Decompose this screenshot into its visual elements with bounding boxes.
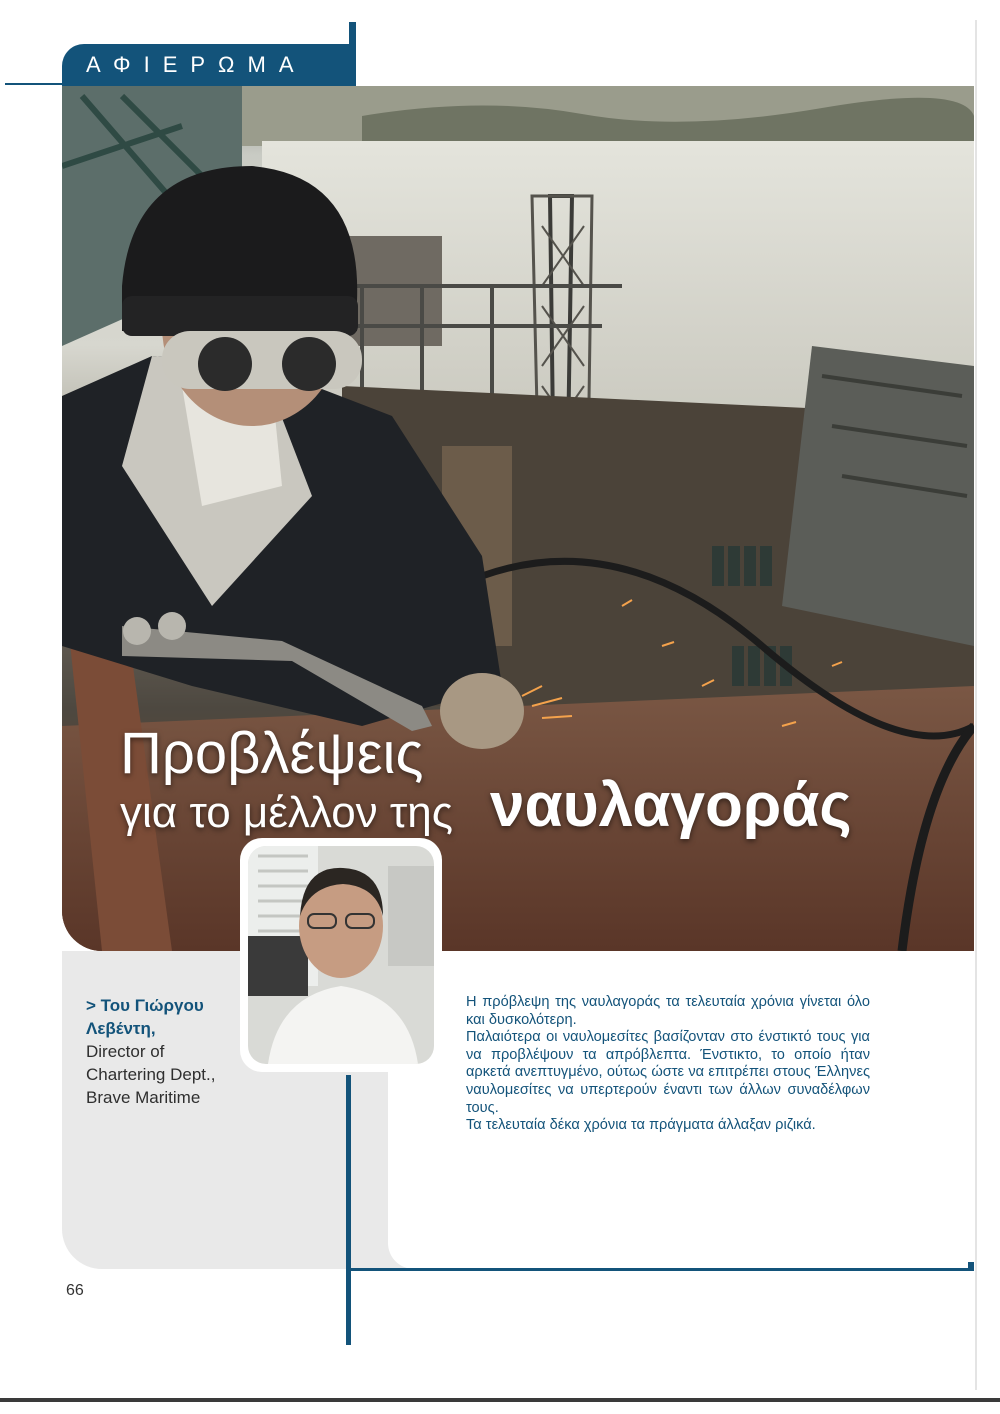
author-name-line1: > Του Γιώργου [86, 996, 204, 1015]
page-number: 66 [66, 1282, 84, 1299]
article-paragraph: Τα τελευταία δέκα χρόνια τα πράγματα άλλαξαν ριζικά. [466, 1117, 816, 1134]
horizontal-rule [346, 1268, 974, 1271]
article-title-line2-part2: ναυλαγοράς [490, 771, 852, 840]
author-byline [86, 994, 326, 1109]
author-name-line2: Λεβέντη, [86, 1019, 156, 1038]
rule-corner [968, 1262, 974, 1270]
author-role-line2: Chartering Dept., [86, 1065, 216, 1084]
article-title-line1: Προβλέψεις [120, 721, 424, 786]
article-title-line2-part1: για το μέλλον της [120, 788, 453, 837]
vertical-rule [346, 1075, 351, 1345]
top-rule [5, 83, 65, 85]
author-role-line1: Director of [86, 1042, 165, 1061]
article-paragraph: Παλαιότερα οι ναυλομεσίτες βασίζονταν στο ένστικτό τους για να προβλέψουν τα απρόβλεπτα. Ένστικτο, το οποίο ήταν αρκετά ανεπτυγμένο, ούτως ώστε να επιτρέπει στους Έλληνες ναυλομεσίτες να υπερτερούν έναντι των άλλων συναδέλφων τους. [466, 1029, 870, 1116]
section-tab-label: ΑΦΙΕΡΩΜΑ [86, 52, 307, 77]
author-role-line3: Brave Maritime [86, 1088, 201, 1107]
bottom-rule [0, 1398, 1000, 1402]
article-body [466, 994, 870, 1135]
page-edge [975, 20, 977, 1390]
section-tab-stem [349, 22, 356, 88]
article-paragraph: Η πρόβλεψη της ναυλαγοράς τα τελευταία χρόνια γίνεται όλο και δυσκολότερη. [466, 994, 870, 1028]
